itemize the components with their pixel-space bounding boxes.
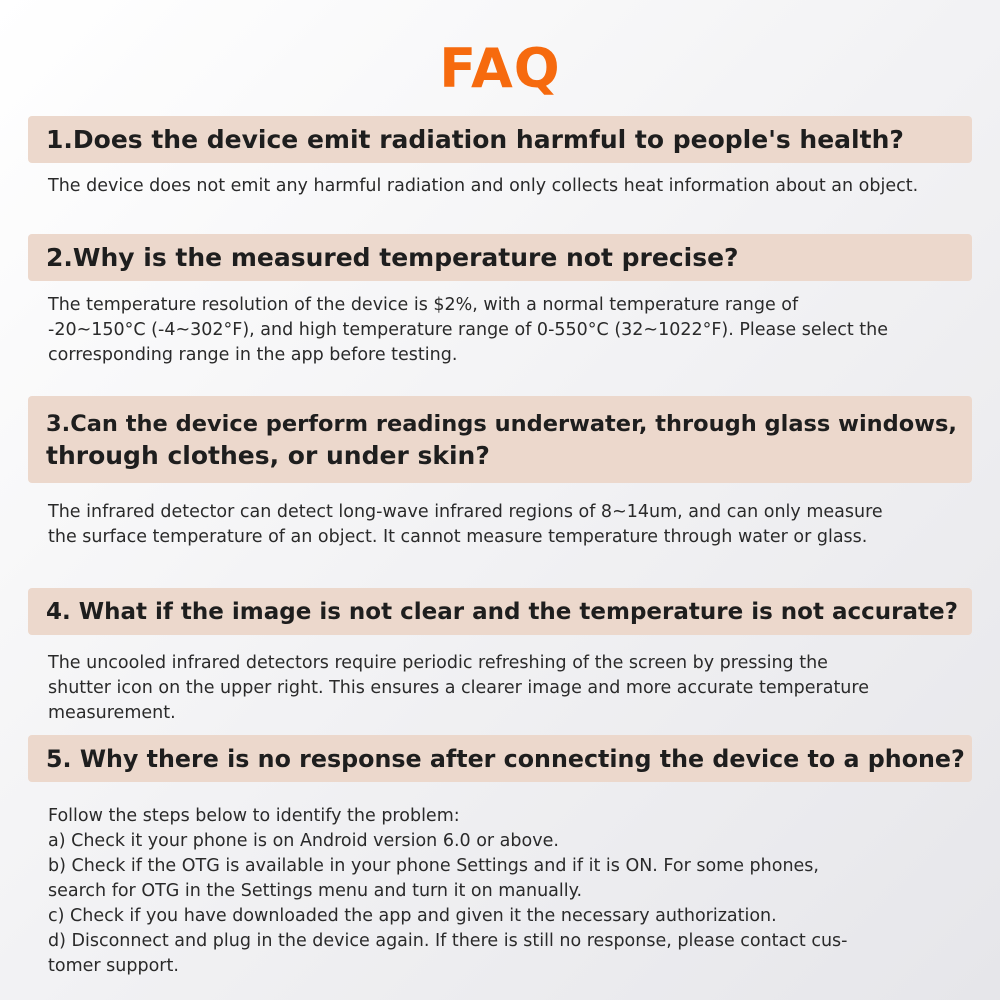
faq-4-answer-line: measurement. — [48, 703, 176, 723]
faq-5-answer-line: tomer support. — [48, 956, 179, 976]
faq-1-question — [28, 116, 972, 163]
faq-5-answer — [48, 804, 988, 979]
faq-5-answer-line: c) Check if you have downloaded the app and given it the necessary authorization. — [48, 906, 777, 926]
faq-1-question-text: 1.Does the device emit radiation harmful to people's health? — [46, 124, 904, 154]
faq-4-question — [28, 588, 972, 635]
faq-4-answer-line: shutter icon on the upper right. This ensures a clearer image and more accurate temperature — [48, 678, 869, 698]
faq-2-answer — [48, 293, 988, 368]
faq-2-question-text: 2.Why is the measured temperature not precise? — [46, 242, 739, 272]
faq-2-answer-line: The temperature resolution of the device is $2%, with a normal temperature range of — [48, 295, 799, 315]
faq-2-question — [28, 234, 972, 281]
faq-1-answer-line: The device does not emit any harmful radiation and only collects heat information about an object. — [48, 176, 919, 196]
faq-3-question-line: through clothes, or under skin? — [46, 440, 490, 470]
faq-5-answer-line: Follow the steps below to identify the problem: — [48, 806, 460, 826]
faq-5-question — [28, 735, 972, 782]
faq-3-answer-line: the surface temperature of an object. It cannot measure temperature through water or glass. — [48, 527, 868, 547]
faq-3-question-line: 3.Can the device perform readings underwater, through glass windows, — [46, 410, 957, 437]
faq-3-answer-line: The infrared detector can detect long-wave infrared regions of 8~14um, and can only measure — [48, 502, 883, 522]
faq-5-answer-line: a) Check it your phone is on Android version 6.0 or above. — [48, 831, 559, 851]
page-title: FAQ — [439, 37, 561, 100]
faq-5-answer-line: search for OTG in the Settings menu and turn it on manually. — [48, 881, 583, 901]
faq-5-answer-line: b) Check if the OTG is available in your phone Settings and if it is ON. For some phones, — [48, 856, 819, 876]
faq-2-answer-line: -20~150°C (-4~302°F), and high temperature range of 0-550°C (32~1022°F). Please select the — [48, 320, 889, 340]
faq-3-answer — [48, 500, 988, 550]
faq-5-question-text: 5. Why there is no response after connecting the device to a phone? — [46, 744, 965, 773]
faq-5-answer-line: d) Disconnect and plug in the device again. If there is still no response, please contact cus- — [48, 931, 848, 951]
faq-4-answer-line: The uncooled infrared detectors require periodic refreshing of the screen by pressing the — [48, 653, 828, 673]
faq-4-answer — [48, 651, 988, 726]
faq-4-question-text: 4. What if the image is not clear and the temperature is not accurate? — [46, 598, 958, 625]
faq-1-answer — [48, 174, 988, 199]
faq-3-question — [28, 396, 972, 483]
faq-2-answer-line: corresponding range in the app before testing. — [48, 345, 458, 365]
